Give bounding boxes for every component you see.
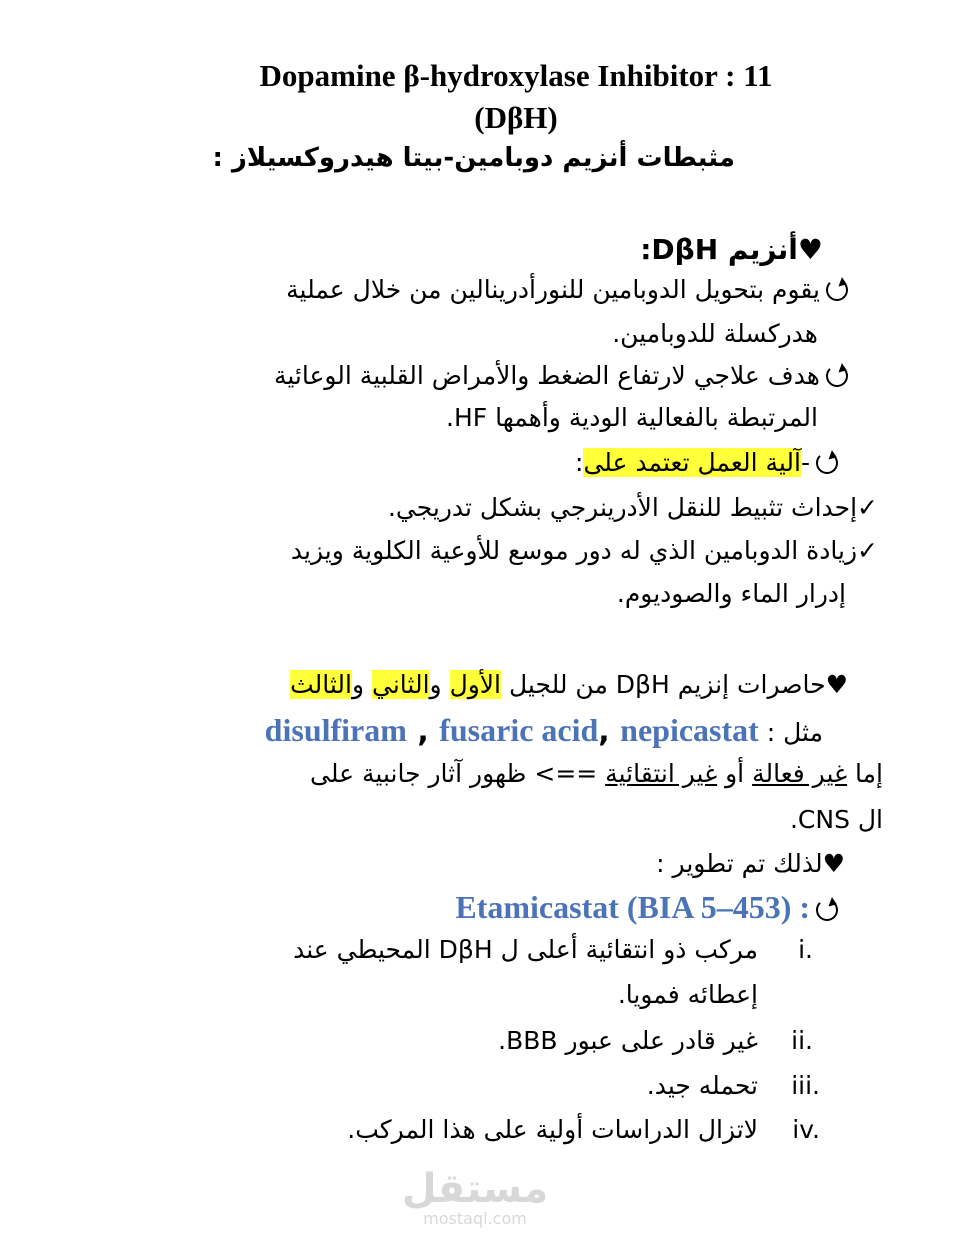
drug-fusaric-acid: fusaric acid (439, 712, 599, 748)
examples-line: مثل : disulfiram , fusaric acid, nepicastat (264, 712, 823, 749)
section1-item1-line-a: يقوم بتحويل الدوبامين للنورأدرينالين من خلال عملية (286, 270, 848, 310)
point-num-1: i. (798, 935, 813, 964)
cycle-arrow-icon (816, 899, 838, 921)
drug-nepicastat: nepicastat (620, 712, 759, 748)
point-num-4: iv. (792, 1115, 820, 1144)
drug-etamicastat: Etamicastat (BIA 5–453) : (455, 889, 810, 925)
title-line-2: (DβH) (474, 100, 558, 135)
title-line-1: Dopamine β-hydroxylase Inhibitor : 11 (259, 58, 773, 93)
section1-heading: ♥أنزيم DβH: (640, 233, 823, 266)
point-text-4: لاتزال الدراسات أولية على هذا المركب. (347, 1115, 758, 1144)
underline-nonselective: غير انتقائية (605, 759, 718, 788)
mechanism-highlight: آلية العمل تعتمد على (583, 448, 801, 477)
title-line-3-arabic: مثبطات أنزيم دوبامين-بيتا هيدروكسيلاز : (212, 143, 735, 173)
section1-item2-line-b: المرتبطة بالفعالية الودية وأهمها HF. (446, 403, 818, 432)
effects-line-a: إما غير فعالة أو غير انتقائية ==> ظهور آثار جانبية على (310, 759, 883, 788)
highlight-first-gen: الأول (449, 670, 502, 699)
check-item-1: ✓إحداث تثبيط للنقل الأدرينرجي بشكل تدريجي. (387, 493, 878, 522)
section1-item1-line-b: هدركسلة للدوبامين. (612, 319, 818, 348)
underline-ineffective: غير فعالة (752, 759, 848, 788)
watermark-domain: mostaql.com (423, 1209, 527, 1228)
point-text-2: غير قادر على عبور BBB. (498, 1026, 758, 1055)
point-text-3: تحمله جيد. (646, 1071, 758, 1100)
watermark-logo (395, 1168, 555, 1228)
etamicastat-line (455, 887, 838, 930)
point-text-1b: إعطائه فمويا. (617, 980, 758, 1009)
check-item-2-line-b: إدرار الماء والصوديوم. (616, 579, 846, 608)
blockers-line: ♥حاصرات إنزيم DβH من للجيل الأول والثاني والثالث (290, 670, 848, 699)
highlight-second-gen: الثاني (372, 670, 430, 699)
drug-disulfiram: disulfiram (264, 712, 407, 748)
effects-line-b: ال CNS. (789, 805, 883, 834)
cycle-arrow-icon (826, 279, 848, 301)
point-num-2: ii. (791, 1026, 813, 1055)
development-heading: ♥لذلك تم تطوير : (656, 849, 845, 878)
mechanism-heading: -آلية العمل تعتمد على: (575, 443, 838, 483)
point-text-1: مركب ذو انتقائية أعلى ل DβH المحيطي عند (293, 935, 758, 964)
highlight-third-gen: الثالث (290, 670, 352, 699)
check-item-2-line-a: ✓زيادة الدوبامين الذي له دور موسع للأوعية الكلوية ويزيد (290, 536, 878, 565)
watermark-arabic: مستقل (401, 1166, 549, 1212)
cycle-arrow-icon (816, 452, 838, 474)
section1-item2-line-a: هدف علاجي لارتفاع الضغط والأمراض القلبية الوعائية (274, 356, 848, 396)
cycle-arrow-icon (826, 365, 848, 387)
point-num-3: iii. (791, 1071, 820, 1100)
